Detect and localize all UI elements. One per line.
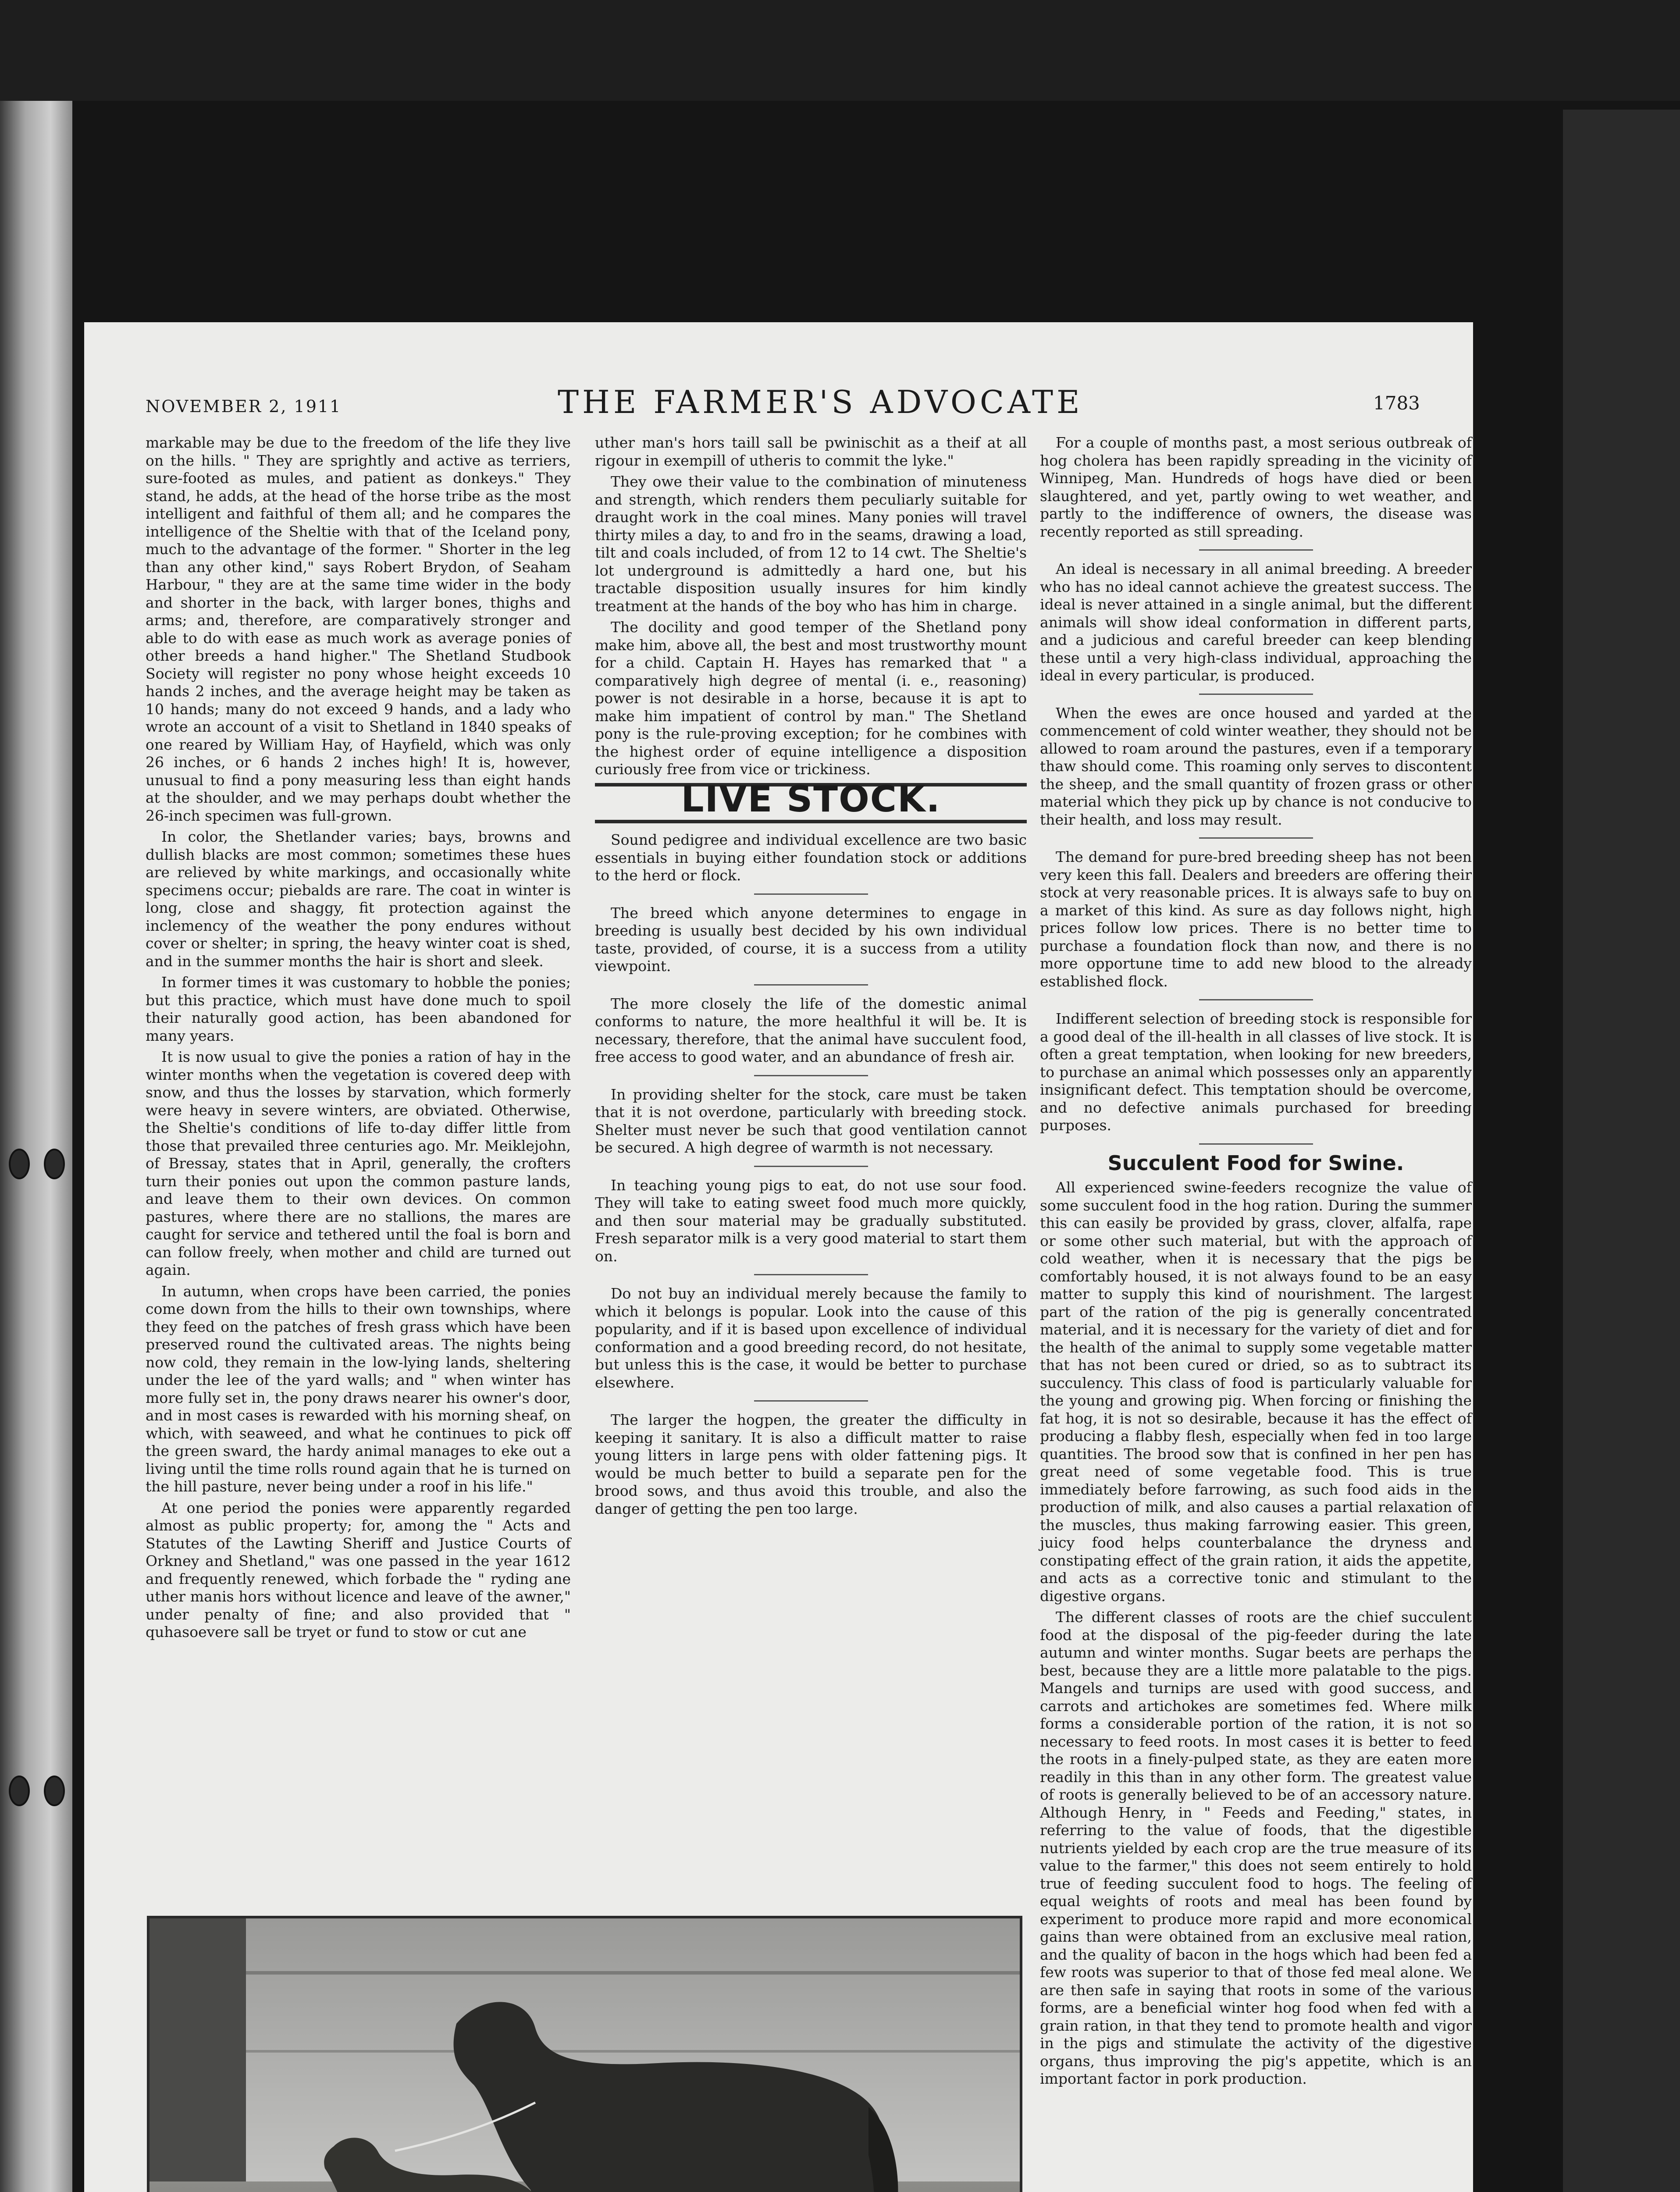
livestock-paragraph: Indifferent selection of breeding stock is responsible for a good deal of the ill-health in all classes of live stock. It is often a great temptation, when looking for new breeders, to purchase an animal which possesses only an apparently insignificant defect. This temptation should be overcome, and no defective animals purchased for breeding purposes. [1040, 1010, 1472, 1134]
livestock-paragraph: The demand for pure-bred breeding sheep has not been very keen this fall. Dealers and breeders are offering their stock at very reasonable prices. It is always safe to buy on a market of this kind. As sure as day follows night, high prices follow low prices. There is no better time to purchase a foundation flock than now, and there is no more opportune time to add new blood to the already established flock. [1040, 848, 1472, 990]
article-paragraph: markable may be due to the freedom of the life they live on the hills. " They are sprightly and active as terriers, sure-footed as mules, and patient as donkeys." They stand, he adds, at the head of the horse tribe as the most intelligent and faithful of them all; and he compares the intelligence of the Sheltie with that of the Iceland pony, much to the advantage of the former. " Shorter in the leg than any other kind," says Robert Brydon, of Seaham Harbour, " they are at the same time wider in the body and shorter in the back, with larger bones, thighs and arms; and, therefore, are comparatively stronger and able to do with ease as much work as average ponies of other breeds a hand higher." The Shetland Studbook Society will register no pony whose height exceeds 10 hands 2 inches, and the average height may be taken as 10 hands; many do not exceed 9 hands, and a lady who wrote an account of a visit to Shetland in 1840 speaks of one reared by William Hay, of Hayfield, which was only 26 inches, or 6 hands 2 inches high! It is, however, unusual to find a pony measuring less than eight hands at the shoulder, and we may perhaps doubt whether the 26-inch specimen was full-grown. [146, 434, 571, 824]
article-paragraph: In autumn, when crops have been carried, the ponies come down from the hills to their own townships, where they feed on the patches of fresh grass which have been preserved round the cultivated areas. The nights being now cold, they remain in the low-lying lands, sheltering under the lee of the yard walls; and " when winter has more fully set in, the pony draws nearer his owner's door, and in most cases is rewarded with his morning sheaf, on which, with seaweed, and what he continues to pick off the green sward, the hardy animal manages to eke out a living until the time rolls round again that he is turned on the hill pasture, never being under a roof in his life." [146, 1282, 571, 1495]
article-paragraph: At one period the ponies were apparently regarded almost as public property; for, among the " Acts and Statutes of the Lawting Sheriff and Justice Courts of Orkney and Shetland," was one passed in the year 1612 and frequently renewed, which forbade the " ryding ane uther manis hors without licence and leave of the awner," under penalty of fine; and also provided that " quhasoevere sall be tryet or fund to stow or cut ane [146, 1499, 571, 1640]
paragraph-divider [754, 893, 868, 895]
paragraph-divider [1199, 694, 1313, 695]
newspaper-page [84, 322, 1473, 2192]
issue-date: NOVEMBER 2, 1911 [146, 397, 342, 416]
column-right [1040, 434, 1472, 2192]
livestock-paragraph: In teaching young pigs to eat, do not use sour food. They will take to eating sweet food much more quickly, and then sour material may be gradually substituted. Fresh separator milk is a very good material to start them on. [595, 1176, 1027, 1265]
masthead-title: THE FARMER'S ADVOCATE [558, 384, 1083, 420]
section-heading-live-stock [595, 778, 1027, 824]
livestock-paragraph: An ideal is necessary in all animal breeding. A breeder who has no ideal cannot achieve the greatest success. The ideal is never attained in a single animal, but the different animals will show ideal conformation in different parts, and a judicious and careful breeder can keep blending these until a very high-class individual, approaching the ideal in every particular, is produced. [1040, 560, 1472, 684]
article-paragraph: The different classes of roots are the chief succulent food at the disposal of the pig-feeder during the late autumn and winter months. Sugar beets are perhaps the best, because they are a little more palatable to the pigs. Mangels and turnips are used with good success, and carrots and artichokes are sometimes fed. Where milk forms a considerable portion of the ration, it is not so necessary to feed roots. In most cases it is better to feed the roots in a finely-pulped state, as they are eaten more readily in this than in any other form. The greatest value of roots is generally believed to be of an accessory nature. Although Henry, in " Feeds and Feeding," states, in referring to the value of foods, that the digestible nutrients yielded by each crop are the true measure of its value to the farmer," this does not seem entirely to hold true of feeding succulent food to hogs. The feeling of equal weights of roots and meal has been found by experiment to produce more rapid and more economical gains than were obtained from an exclusive meal ration, and the quality of bacon in the hogs which had been fed a few roots was superior to that of those fed meal alone. We are then safe in saying that roots in some of the various forms, are a beneficial winter hog food when fed with a grain ration, in that they tend to promote health and vigor in the pigs and stimulate the activity of the digestive organs, thus improving the pig's appetite, which is an important factor in pork production. [1040, 1608, 1472, 2087]
article-paragraph: uther man's hors taill sall be pwinischit as a theif at all rigour in exempill of utheris to commit the lyke." [595, 434, 1027, 469]
livestock-paragraph: For a couple of months past, a most serious outbreak of hog cholera has been rapidly spreading in the vicinity of Winnipeg, Man. Hundreds of hogs have died or been slaughtered, and yet, partly owing to wet weather, and partly to the indifference of owners, the disease was recently reported as still spreading. [1040, 434, 1472, 540]
paragraph-divider [1199, 837, 1313, 839]
livestock-paragraph: When the ewes are once housed and yarded at the commencement of cold winter weather, they should not be allowed to roam around the pastures, even if a temporary thaw should come. This roaming only serves to discontent the sheep, and the small quantity of frozen grass or other material which they pick up by chance is not conducive to their health, and loss may result. [1040, 704, 1472, 828]
livestock-paragraph: Do not buy an individual merely because the family to which it belongs is popular. Look into the cause of this popularity, and if it is based upon excellence of individual conformation and a good breeding record, do not hesitate, but unless this is the case, it would be better to purchase elsewhere. [595, 1285, 1027, 1391]
scan-right-strip [1563, 110, 1680, 2192]
section-heading-text: LIVE STOCK. [681, 778, 941, 820]
column-middle [595, 434, 1027, 1990]
paragraph-divider [1199, 549, 1313, 551]
pony-photo-icon [149, 1918, 1020, 2192]
paragraph-divider [754, 1274, 868, 1275]
paragraph-divider [754, 1166, 868, 1167]
article-paragraph: The docility and good temper of the Shetland pony make him, above all, the best and most trustworthy mount for a child. Captain H. Hayes has remarked that " a comparatively high degree of mental (i. e., reasoning) power is not desirable in a horse, because it is apt to make him impatient of control by man." The Shetland pony is the rule-proving exception; for he combines with the highest order of equine intelligence a disposition curiously free from vice or trickiness. [595, 619, 1027, 778]
page-header [84, 384, 1473, 423]
livestock-paragraph: In providing shelter for the stock, care must be taken that it is not overdone, particularly with breeding stock. Shelter must never be such that good ventilation cannot be secured. A high degree of warmth is not necessary. [595, 1085, 1027, 1156]
binding-hole-icon [44, 1149, 65, 1179]
photograph-shetland-mare-and-foal [147, 1916, 1022, 2192]
paragraph-divider [1199, 999, 1313, 1000]
scan-background-top [0, 0, 1680, 101]
article-paragraph: They owe their value to the combination of minuteness and strength, which renders them peculiarly suitable for draught work in the coal mines. Many ponies will travel thirty miles a day, to and fro in the seams, drawing a load, tilt and coals included, of from 12 to 14 cwt. The Sheltie's lot underground is admittedly a hard one, but his tractable disposition usually insures for him kindly treatment at the hands of the boy who has him in charge. [595, 473, 1027, 615]
paragraph-divider [1199, 1143, 1313, 1145]
livestock-paragraph: The larger the hogpen, the greater the difficulty in keeping it sanitary. It is also a difficult matter to raise young litters in large pens with older fattening pigs. It would be much better to build a separate pen for the brood sows, and thus avoid this trouble, and also the danger of getting the pen too large. [595, 1411, 1027, 1517]
livestock-paragraph: The breed which anyone determines to engage in breeding is usually best decided by his own individual taste, provided, of course, it is a success from a utility viewpoint. [595, 904, 1027, 975]
column-shetland-ponies [146, 434, 571, 1903]
previous-page-edge [0, 101, 72, 2192]
article-paragraph: It is now usual to give the ponies a ration of hay in the winter months when the vegetation is covered deep with snow, and thus the losses by starvation, which formerly were heavy in severe winters, are obviated. Otherwise, the Sheltie's conditions of life to-day differ little from those that prevailed three centuries ago. Mr. Meiklejohn, of Bressay, states that in April, generally, the crofters turn their ponies out upon the common pasture lands, and leave them to their own devices. On common pastures, where there are no stallions, the mares are caught for service and tethered until the foal is born and can follow freely, when mother and child are turned out again. [146, 1048, 571, 1278]
article-heading-swine: Succulent Food for Swine. [1107, 1151, 1404, 1175]
paragraph-divider [754, 1400, 868, 1402]
paragraph-divider [754, 984, 868, 986]
page-number: 1783 [1373, 392, 1420, 414]
binding-hole-icon [44, 1776, 65, 1806]
binding-hole-icon [9, 1776, 30, 1806]
article-paragraph: All experienced swine-feeders recognize the value of some succulent food in the hog ration. During the summer this can easily be provided by grass, clover, alfalfa, rape or some other such material, but with the approach of cold weather, when it is necessary that the pigs be comfortably housed, it is not always found to be an easy matter to supply this kind of nourishment. The largest part of the ration of the pig is generally concentrated material, and it is necessary for the variety of diet and for the health of the animal to supply some vegetable matter that has not been cured or dried, so as to subtract its succulency. This class of food is particularly valuable for the young and growing pig. When forcing or finishing the fat hog, it is not so desirable, because it has the effect of producing a flabby flesh, especially when fed in too large quantities. The brood sow that is confined in her pen has great need of some vegetable food. This is true immediately before farrowing, as such food aids in the production of milk, and also causes a partial relaxation of the muscles, thus making farrowing easier. This green, juicy food helps counterbalance the dryness and constipating effect of the grain ration, it aids the appetite, and acts as a corrective tonic and stimulant to the digestive organs. [1040, 1179, 1472, 1605]
livestock-paragraph: The more closely the life of the domestic animal conforms to nature, the more healthful it will be. It is necessary, therefore, that the animal have succulent food, free access to good water, and an abundance of fresh air. [595, 995, 1027, 1065]
article-paragraph: In former times it was customary to hobble the ponies; but this practice, which must have done much to spoil their naturally good action, has been abandoned for many years. [146, 974, 571, 1044]
binding-hole-icon [9, 1149, 30, 1179]
paragraph-divider [754, 1075, 868, 1076]
livestock-paragraph: Sound pedigree and individual excellence are two basic essentials in buying either foundation stock or additions to the herd or flock. [595, 831, 1027, 884]
article-paragraph: In color, the Shetlander varies; bays, browns and dullish blacks are most common; sometimes these hues are relieved by white markings, and occasionally white specimens occur; piebalds are rare. The coat in winter is long, close and shaggy, fit protection against the inclemency of the weather the pony endures without cover or shelter; in spring, the heavy winter coat is shed, and in the summer months the hair is short and sleek. [146, 828, 571, 970]
